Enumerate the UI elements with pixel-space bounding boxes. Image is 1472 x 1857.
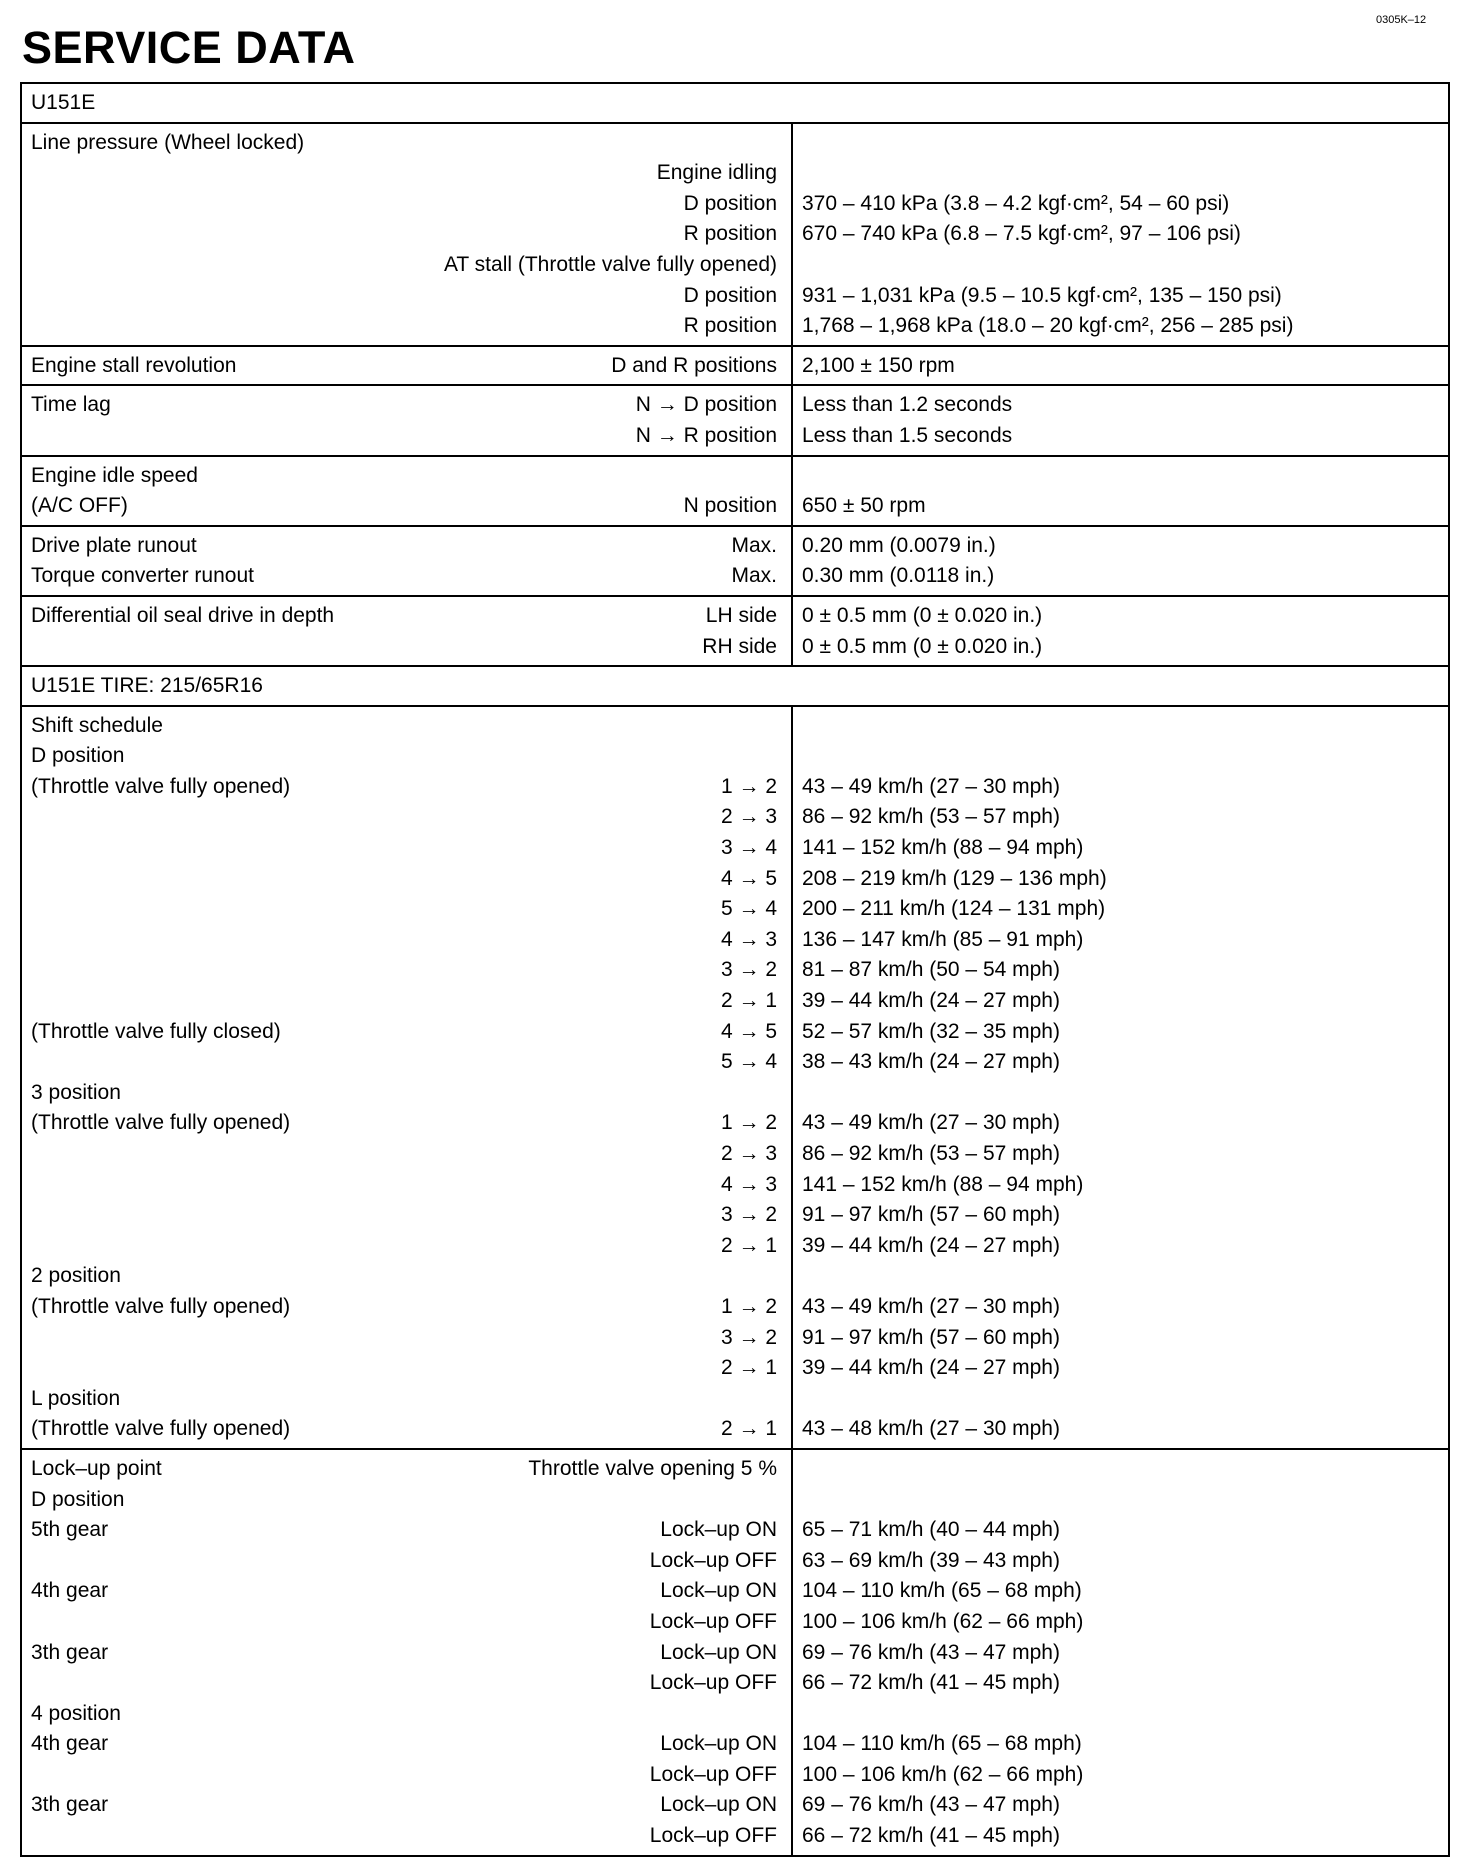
item-cell (22, 632, 777, 663)
spec-row (22, 1546, 1448, 1577)
column-gap (777, 1760, 791, 1791)
condition-label: D and R positions (611, 353, 777, 377)
spec-value: 104 – 110 km/h (65 – 68 mph) (802, 1732, 1082, 1756)
column-gap (777, 1017, 791, 1048)
spec-row (22, 311, 1448, 342)
spec-row (22, 88, 1448, 119)
spec-section (22, 527, 1448, 597)
item-cell (22, 311, 777, 342)
item-label: Shift schedule (31, 713, 163, 737)
column-gap (777, 219, 791, 250)
column-gap (777, 833, 791, 864)
column-gap (777, 1170, 791, 1201)
item-cell (22, 1485, 777, 1516)
spec-row (22, 1760, 1448, 1791)
section-header (22, 667, 1448, 707)
column-gap (777, 955, 791, 986)
spec-row (22, 351, 1448, 382)
condition-label: Lock–up OFF (649, 1824, 777, 1848)
column-gap (777, 1231, 791, 1262)
condition-label: 5 → 4 (720, 1050, 777, 1074)
spec-row (22, 1414, 1448, 1445)
item-cell (22, 833, 777, 864)
condition-label: Max. (731, 533, 777, 557)
spec-section (22, 597, 1448, 667)
item-label: Drive plate runout (31, 533, 197, 557)
spec-row (22, 986, 1448, 1017)
item-cell (22, 1515, 777, 1546)
item-label: 4 position (31, 1701, 121, 1725)
condition-label: 4 → 3 (720, 1172, 777, 1196)
item-cell (22, 1200, 777, 1231)
condition-label: Lock–up ON (660, 1640, 777, 1664)
spec-value: 66 – 72 km/h (41 – 45 mph) (802, 1671, 1060, 1695)
item-cell (22, 894, 777, 925)
spec-value: 38 – 43 km/h (24 – 27 mph) (802, 1050, 1060, 1074)
column-gap (777, 772, 791, 803)
spec-value: 43 – 49 km/h (27 – 30 mph) (802, 1294, 1060, 1318)
condition-label: AT stall (Throttle valve fully opened) (443, 252, 777, 276)
spec-row (22, 561, 1448, 592)
item-cell (22, 1384, 777, 1415)
item-label: L position (31, 1386, 121, 1410)
item-cell (22, 219, 777, 250)
spec-row (22, 1821, 1448, 1852)
item-cell (22, 1638, 777, 1669)
column-gap (777, 1607, 791, 1638)
spec-value: 670 – 740 kPa (6.8 – 7.5 kgf·cm², 97 – 106 psi) (802, 222, 1241, 246)
item-label: 3th gear (31, 1640, 109, 1664)
condition-label: 1 → 2 (720, 774, 777, 798)
spec-value (791, 128, 1448, 159)
spec-row (22, 711, 1448, 742)
item-cell (22, 1607, 777, 1638)
condition-label: Lock–up ON (660, 1732, 777, 1756)
condition-label: 4 → 5 (720, 866, 777, 890)
item-cell (22, 955, 777, 986)
spec-value: 100 – 106 km/h (62 – 66 mph) (802, 1609, 1084, 1633)
condition-label: Throttle valve opening 5 % (528, 1456, 777, 1480)
spec-row (22, 1384, 1448, 1415)
condition-label: 3 → 4 (720, 836, 777, 860)
spec-row (22, 955, 1448, 986)
item-cell (22, 1078, 777, 1109)
item-cell (22, 531, 777, 562)
spec-section (22, 347, 1448, 387)
section-title: U151E TIRE: 215/65R16 (31, 674, 263, 698)
column-gap (777, 1139, 791, 1170)
item-label: (Throttle valve fully opened) (31, 1294, 291, 1318)
column-gap (777, 351, 791, 382)
item-label: 3th gear (31, 1793, 109, 1817)
condition-label: RH side (702, 634, 777, 658)
column-gap (777, 1699, 791, 1730)
spec-section (22, 707, 1448, 1450)
item-label: 4th gear (31, 1732, 109, 1756)
condition-label: Lock–up OFF (649, 1671, 777, 1695)
spec-value (791, 1384, 1448, 1415)
spec-value (791, 1261, 1448, 1292)
item-label: Lock–up point (31, 1456, 162, 1480)
spec-row (22, 1607, 1448, 1638)
item-cell (22, 1323, 777, 1354)
condition-label: 2 → 3 (720, 805, 777, 829)
spec-value (791, 741, 1448, 772)
item-cell (22, 250, 777, 281)
spec-row (22, 1638, 1448, 1669)
spec-row (22, 894, 1448, 925)
spec-value: Less than 1.2 seconds (802, 393, 1013, 417)
spec-value: 39 – 44 km/h (24 – 27 mph) (802, 1233, 1060, 1257)
item-label: 4th gear (31, 1579, 109, 1603)
column-gap (777, 1108, 791, 1139)
item-label: 5th gear (31, 1518, 109, 1542)
column-gap (777, 632, 791, 663)
spec-value: 91 – 97 km/h (57 – 60 mph) (802, 1325, 1060, 1349)
item-label: (Throttle valve fully opened) (31, 774, 291, 798)
item-cell (22, 1047, 777, 1078)
item-cell (22, 1170, 777, 1201)
condition-label: Lock–up ON (660, 1518, 777, 1542)
condition-label: D position (683, 283, 777, 307)
condition-label: N → R position (635, 423, 777, 447)
item-cell (22, 281, 777, 312)
spec-row (22, 1668, 1448, 1699)
condition-label: 2 → 3 (720, 1142, 777, 1165)
item-label: Differential oil seal drive in depth (31, 603, 335, 627)
spec-row (22, 772, 1448, 803)
spec-row (22, 189, 1448, 220)
item-label: D position (31, 744, 125, 768)
column-gap (777, 1485, 791, 1516)
item-cell (22, 1139, 777, 1170)
spec-row (22, 1078, 1448, 1109)
spec-row (22, 925, 1448, 956)
spec-value: 81 – 87 km/h (50 – 54 mph) (802, 958, 1060, 982)
spec-row (22, 1515, 1448, 1546)
item-label: Time lag (31, 393, 111, 417)
spec-row (22, 1231, 1448, 1262)
spec-value: 65 – 71 km/h (40 – 44 mph) (802, 1518, 1060, 1542)
spec-row (22, 1353, 1448, 1384)
spec-value: 100 – 106 km/h (62 – 66 mph) (802, 1762, 1084, 1786)
spec-value: 43 – 49 km/h (27 – 30 mph) (802, 1111, 1060, 1135)
document-code: 0305K–12 (1376, 14, 1427, 26)
condition-label: 3 → 2 (720, 1203, 777, 1227)
item-label: Line pressure (Wheel locked) (31, 130, 305, 154)
spec-value: 0.20 mm (0.0079 in.) (802, 533, 996, 557)
item-cell (22, 1454, 777, 1485)
item-cell (22, 1414, 777, 1445)
spec-value (791, 711, 1448, 742)
column-gap (777, 1668, 791, 1699)
item-label: 2 position (31, 1264, 121, 1288)
spec-row (22, 741, 1448, 772)
spec-row (22, 491, 1448, 522)
item-cell (22, 351, 777, 382)
column-gap (777, 1515, 791, 1546)
spec-row (22, 671, 1448, 702)
condition-label: 2 → 1 (720, 989, 777, 1013)
item-cell (22, 1699, 777, 1730)
spec-section (22, 457, 1448, 527)
spec-value: 200 – 211 km/h (124 – 131 mph) (802, 897, 1106, 921)
spec-row (22, 802, 1448, 833)
column-gap (777, 1384, 791, 1415)
column-gap (777, 421, 791, 452)
item-label: (Throttle valve fully opened) (31, 1111, 291, 1135)
item-cell (22, 1546, 777, 1577)
item-cell (22, 1790, 777, 1821)
spec-value: 63 – 69 km/h (39 – 43 mph) (802, 1548, 1060, 1572)
spec-row (22, 1292, 1448, 1323)
column-gap (777, 925, 791, 956)
column-gap (777, 1047, 791, 1078)
spec-row (22, 1261, 1448, 1292)
condition-label: Lock–up OFF (649, 1609, 777, 1633)
spec-value: 43 – 49 km/h (27 – 30 mph) (802, 774, 1060, 798)
item-cell (22, 601, 777, 632)
column-gap (777, 250, 791, 281)
spec-value (791, 1485, 1448, 1516)
column-gap (777, 1353, 791, 1384)
item-cell (22, 986, 777, 1017)
column-gap (777, 1790, 791, 1821)
spec-row (22, 219, 1448, 250)
spec-row (22, 864, 1448, 895)
column-gap (777, 1200, 791, 1231)
item-cell (22, 925, 777, 956)
item-cell (22, 1353, 777, 1384)
column-gap (777, 601, 791, 632)
spec-row (22, 1699, 1448, 1730)
spec-value (791, 461, 1448, 492)
item-cell (22, 128, 777, 159)
column-gap (777, 311, 791, 342)
column-gap (777, 158, 791, 189)
item-cell (22, 1760, 777, 1791)
item-cell (22, 864, 777, 895)
condition-label: Lock–up ON (660, 1793, 777, 1817)
spec-value: 141 – 152 km/h (88 – 94 mph) (802, 836, 1084, 860)
item-cell (22, 772, 777, 803)
spec-value: 86 – 92 km/h (53 – 57 mph) (802, 805, 1060, 829)
spec-value (791, 250, 1448, 281)
item-cell (22, 1017, 777, 1048)
condition-label: 4 → 5 (720, 1019, 777, 1043)
condition-label: N position (683, 494, 777, 518)
column-gap (777, 1292, 791, 1323)
condition-label: 1 → 2 (720, 1294, 777, 1318)
spec-section (22, 1450, 1448, 1855)
item-cell (22, 1729, 777, 1760)
spec-row (22, 390, 1448, 421)
spec-value: 39 – 44 km/h (24 – 27 mph) (802, 1356, 1060, 1380)
condition-label: N → D position (635, 393, 777, 417)
spec-value: 104 – 110 km/h (65 – 68 mph) (802, 1579, 1082, 1603)
spec-value: 86 – 92 km/h (53 – 57 mph) (802, 1142, 1060, 1165)
column-gap (777, 491, 791, 522)
column-gap (777, 741, 791, 772)
column-gap (777, 1454, 791, 1485)
column-gap (777, 281, 791, 312)
spec-row (22, 1200, 1448, 1231)
spec-value: 2,100 ± 150 rpm (802, 353, 955, 377)
spec-value: 69 – 76 km/h (43 – 47 mph) (802, 1640, 1060, 1664)
spec-row (22, 1323, 1448, 1354)
spec-value: 43 – 48 km/h (27 – 30 mph) (802, 1417, 1060, 1441)
spec-value: 39 – 44 km/h (24 – 27 mph) (802, 989, 1060, 1013)
condition-label: Lock–up ON (660, 1579, 777, 1603)
spec-value: 66 – 72 km/h (41 – 45 mph) (802, 1824, 1060, 1848)
page-title: SERVICE DATA (22, 22, 356, 73)
spec-section (22, 386, 1448, 456)
condition-label: Lock–up OFF (649, 1548, 777, 1572)
item-cell (22, 1261, 777, 1292)
item-cell (22, 390, 777, 421)
condition-label: R position (683, 222, 777, 246)
item-cell (22, 158, 777, 189)
condition-label: 3 → 2 (720, 1325, 777, 1349)
spec-value (791, 1454, 1448, 1485)
item-label: (Throttle valve fully closed) (31, 1019, 281, 1043)
column-gap (777, 1638, 791, 1669)
spec-row (22, 250, 1448, 281)
column-gap (777, 1323, 791, 1354)
spec-row (22, 1017, 1448, 1048)
spec-row (22, 421, 1448, 452)
item-cell (22, 1108, 777, 1139)
spec-value: 0 ± 0.5 mm (0 ± 0.020 in.) (802, 634, 1043, 658)
item-cell (22, 1231, 777, 1262)
spec-row (22, 1790, 1448, 1821)
item-label: (A/C OFF) (31, 494, 128, 518)
condition-label: 2 → 1 (720, 1417, 777, 1441)
spec-value: 0.30 mm (0.0118 in.) (802, 564, 995, 588)
spec-value (791, 1078, 1448, 1109)
column-gap (777, 561, 791, 592)
item-cell (22, 189, 777, 220)
column-gap (777, 1729, 791, 1760)
item-cell (22, 1668, 777, 1699)
item-label: Torque converter runout (31, 564, 254, 588)
column-gap (777, 189, 791, 220)
condition-label: Engine idling (656, 161, 777, 185)
condition-label: 5 → 4 (720, 897, 777, 921)
spec-row (22, 128, 1448, 159)
column-gap (777, 894, 791, 925)
condition-label: LH side (705, 603, 777, 627)
item-cell (22, 1292, 777, 1323)
item-cell (22, 421, 777, 452)
item-label: Engine stall revolution (31, 353, 237, 377)
item-cell (22, 491, 777, 522)
spec-row (22, 601, 1448, 632)
item-cell (22, 711, 777, 742)
item-cell (22, 1576, 777, 1607)
spec-row (22, 632, 1448, 663)
item-cell (22, 461, 777, 492)
item-cell (22, 741, 777, 772)
service-data-table (20, 82, 1450, 1857)
condition-label: 1 → 2 (720, 1111, 777, 1135)
column-gap (777, 1576, 791, 1607)
condition-label: 3 → 2 (720, 958, 777, 982)
column-gap (777, 1078, 791, 1109)
item-label: 3 position (31, 1080, 121, 1104)
column-gap (777, 1414, 791, 1445)
spec-value: 141 – 152 km/h (88 – 94 mph) (802, 1172, 1084, 1196)
section-title: U151E (31, 91, 96, 114)
spec-value: Less than 1.5 seconds (802, 423, 1013, 447)
spec-row (22, 531, 1448, 562)
item-label: (Throttle valve fully opened) (31, 1417, 291, 1441)
spec-value: 0 ± 0.5 mm (0 ± 0.020 in.) (802, 603, 1043, 627)
spec-value: 370 – 410 kPa (3.8 – 4.2 kgf·cm², 54 – 60 psi) (802, 191, 1230, 215)
item-cell (22, 561, 777, 592)
condition-label: 2 → 1 (720, 1233, 777, 1257)
item-label: Engine idle speed (31, 463, 198, 487)
spec-value: 1,768 – 1,968 kPa (18.0 – 20 kgf·cm², 256 – 285 psi) (802, 314, 1294, 338)
column-gap (777, 1821, 791, 1852)
spec-value (791, 158, 1448, 189)
spec-row (22, 1485, 1448, 1516)
condition-label: 4 → 3 (720, 927, 777, 951)
column-gap (777, 802, 791, 833)
column-gap (777, 531, 791, 562)
section-header (22, 84, 1448, 124)
column-gap (777, 461, 791, 492)
spec-row (22, 461, 1448, 492)
spec-row (22, 833, 1448, 864)
spec-row (22, 1576, 1448, 1607)
column-gap (777, 390, 791, 421)
spec-row (22, 1729, 1448, 1760)
spec-value: 650 ± 50 rpm (802, 494, 926, 518)
spec-row (22, 1108, 1448, 1139)
spec-value: 208 – 219 km/h (129 – 136 mph) (802, 866, 1107, 890)
condition-label: R position (683, 314, 777, 338)
condition-label: 2 → 1 (720, 1356, 777, 1380)
spec-row (22, 1139, 1448, 1170)
spec-value: 69 – 76 km/h (43 – 47 mph) (802, 1793, 1060, 1817)
spec-value: 91 – 97 km/h (57 – 60 mph) (802, 1203, 1060, 1227)
condition-label: Max. (731, 564, 777, 588)
spec-value: 136 – 147 km/h (85 – 91 mph) (802, 927, 1084, 951)
column-gap (777, 1546, 791, 1577)
column-gap (777, 1261, 791, 1292)
spec-section (22, 124, 1448, 347)
item-label: D position (31, 1487, 125, 1511)
condition-label: D position (683, 191, 777, 215)
spec-row (22, 281, 1448, 312)
spec-row (22, 1047, 1448, 1078)
spec-row (22, 1170, 1448, 1201)
item-cell (22, 1821, 777, 1852)
column-gap (777, 128, 791, 159)
spec-value: 52 – 57 km/h (32 – 35 mph) (802, 1019, 1060, 1043)
spec-value (791, 1699, 1448, 1730)
condition-label: Lock–up OFF (649, 1762, 777, 1786)
item-cell (22, 802, 777, 833)
column-gap (777, 711, 791, 742)
column-gap (777, 864, 791, 895)
spec-value: 931 – 1,031 kPa (9.5 – 10.5 kgf·cm², 135 – 150 psi) (802, 283, 1282, 307)
spec-row (22, 158, 1448, 189)
spec-row (22, 1454, 1448, 1485)
column-gap (777, 986, 791, 1017)
